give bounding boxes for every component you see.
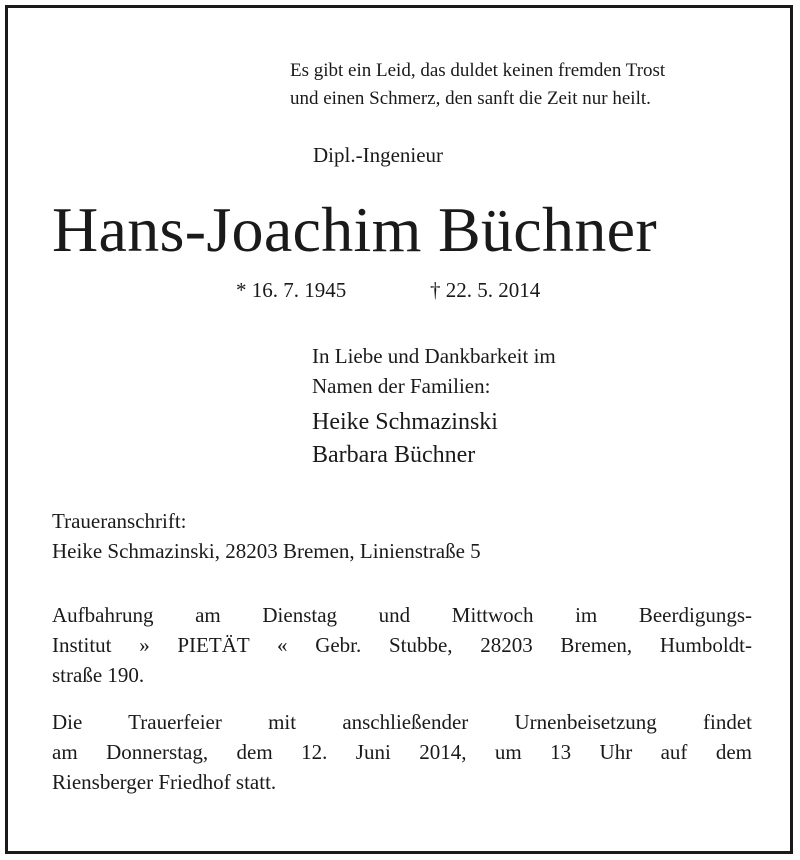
dedication-text	[312, 341, 556, 401]
mourner-name: Barbara Büchner	[312, 442, 476, 468]
viewing-paragraph	[52, 600, 752, 690]
ceremony-line-1: Die Trauerfeier mit anschließender Urnenbeisetzung findet	[52, 710, 752, 734]
mourner-list	[312, 406, 498, 472]
ceremony-line-3: Riensberger Friedhof statt.	[52, 770, 277, 794]
motto-quote	[290, 57, 760, 113]
ceremony-line-2: am Donnerstag, dem 12. Juni 2014, um 13 Uhr auf dem	[52, 740, 752, 764]
mourner-name: Heike Schmazinski	[312, 409, 498, 435]
birth-date: * 16. 7. 1945	[236, 278, 347, 302]
motto-line-2: und einen Schmerz, den sanft die Zeit nur heilt.	[290, 88, 651, 109]
address-label: Traueranschrift:	[52, 509, 187, 533]
dedication-line-2: Namen der Familien:	[312, 374, 491, 398]
academic-title: Dipl.-Ingenieur	[313, 143, 444, 167]
address-value: Heike Schmazinski, 28203 Bremen, Linienstraße 5	[52, 539, 481, 563]
motto-line-1: Es gibt ein Leid, das duldet keinen fremden Trost	[290, 60, 666, 81]
viewing-line-2: Institut » PIETÄT « Gebr. Stubbe, 28203 Bremen, Humboldt-	[52, 633, 752, 657]
deceased-name: Hans-Joachim Büchner	[52, 194, 657, 265]
mourning-address	[52, 506, 481, 566]
viewing-line-3: straße 190.	[52, 663, 145, 687]
ceremony-paragraph	[52, 707, 752, 797]
viewing-line-1: Aufbahrung am Dienstag und Mittwoch im Beerdigungs-	[52, 603, 752, 627]
death-date: † 22. 5. 2014	[430, 278, 541, 302]
dedication-line-1: In Liebe und Dankbarkeit im	[312, 344, 556, 368]
